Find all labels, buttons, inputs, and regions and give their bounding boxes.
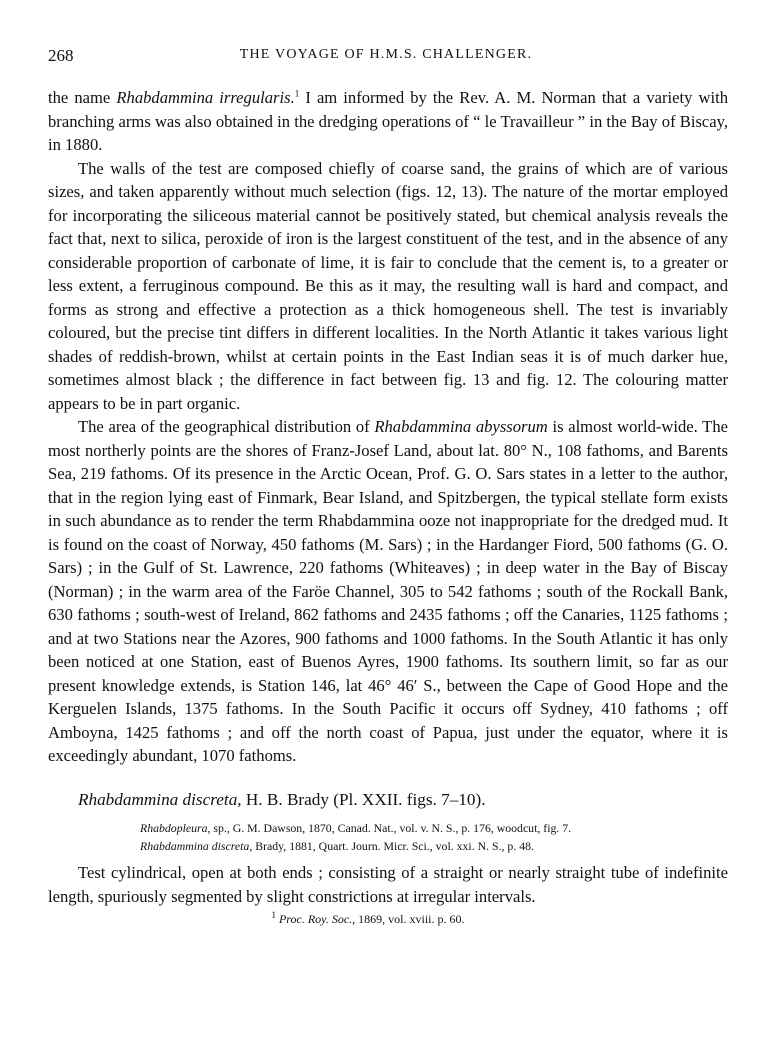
paragraph-1: the name Rhabdammina irregularis.$^1$ I am informed by the Rev. A. M. Norman that a variety with branching arms was also obtained in the dredging operations of “ le Travailleur ” in the Bay of Biscay, in 1880. xyxy=(48,88,728,154)
footnote-marker: 1 xyxy=(294,88,300,99)
paragraph-4: Test cylindrical, open at both ends ; consisting of a straight or nearly straight tube of indefinite length, spuriously segmented by slight constrictions at irregular intervals. xyxy=(48,863,728,906)
synonymy-references xyxy=(48,819,728,855)
paragraph-3: The area of the geographical distribution of Rhabdammina abyssorum is almost world-wide. The most northerly points are the shores of Franz-Josef Land, about lat. 80° N., 108 fathoms, and Barents Sea, 219 fathoms. Of its presence in the Arctic Ocean, Prof. G. O. Sars states in a letter to the author, that in the region lying east of Finmark, Bear Island, and Spitzbergen, the typical stellate form exists in such abundance as to render the term Rhabdammina ooze not inappropriate for the dredged mud. It is found on the coast of Norway, 450 fathoms (M. Sars) ; in the Hardanger Fiord, 500 fathoms (G. O. Sars) ; in the Gulf of St. Lawrence, 220 fathoms (Whiteaves) ; in deep water in the Bay of Biscay (Norman) ; in the warm area of the Faröe Channel, 305 to 542 fathoms ; south of the Rockall Bank, 630 fathoms ; south-west of Ireland, 862 fathoms and 2435 fathoms ; off the Canaries, 1125 fathoms ; and at two Stations near the Azores, 900 fathoms and 1000 fathoms. In the South Atlantic it has only been noticed at one Station, east of Buenos Ayres, 1900 fathoms. Its southern limit, so far as our present knowledge extends, is Station 146, lat 46° 46′ S., between the Cape of Good Hope and the Kerguelen Islands, 1375 fathoms. In the South Pacific it occurs off Sydney, 410 fathoms ; off Amboyna, 1425 fathoms ; and off the north coast of Papua, just under the equator, where it is exceedingly abundant, 1070 fathoms. xyxy=(48,417,728,765)
species-name-italic: Rhabdammina irregularis. xyxy=(116,88,295,107)
page-header xyxy=(48,46,724,70)
species-heading xyxy=(48,788,728,812)
reference-line: Rhabdammina discreta, Brady, 1881, Quart. Journ. Micr. Sci., vol. xxi. N. S., p. 48. xyxy=(140,839,534,853)
running-title: THE VOYAGE OF H.M.S. CHALLENGER. xyxy=(239,47,533,62)
page-number: 268 xyxy=(48,46,74,65)
reference-line: Rhabdopleura, sp., G. M. Dawson, 1870, Canad. Nat., vol. v. N. S., p. 176, woodcut, fig. 7. xyxy=(140,821,572,835)
species-heading-name: Rhabdammina discreta, xyxy=(78,789,242,809)
species-heading-rest: H. B. Brady (Pl. XXII. figs. 7–10). xyxy=(241,789,486,809)
footnote: $^1$ Proc. Roy. Soc., 1869, vol. xviii. p. 60. xyxy=(271,910,465,926)
page-body xyxy=(48,86,728,928)
species-name-italic: Rhabdammina abyssorum xyxy=(374,417,548,436)
paragraph-2: The walls of the test are composed chiefly of coarse sand, the grains of which are of various sizes, and taken apparently without much selection (figs. 12, 13). The nature of the mortar employed for incorporating the siliceous material cannot be positively stated, but chemical analysis reveals the fact that, next to silica, peroxide of iron is the largest constituent of the test, and in the absence of any considerable proportion of carbonate of lime, it is fair to conclude that the cement is, to a greater or less extent, a ferruginous compound. Be this as it may, the resulting wall is hard and compact, and forms as strong and effective a protection as a thick homogeneous shell. The test is invariably coloured, but the precise tint differs in different localities. In the North Atlantic it takes various light shades of reddish-brown, whilst at certain points in the East Indian seas it is of much darker hue, sometimes almost black ; the difference in fact between fig. 13 and fig. 12. The colouring matter appears to be in part organic. xyxy=(48,158,728,413)
